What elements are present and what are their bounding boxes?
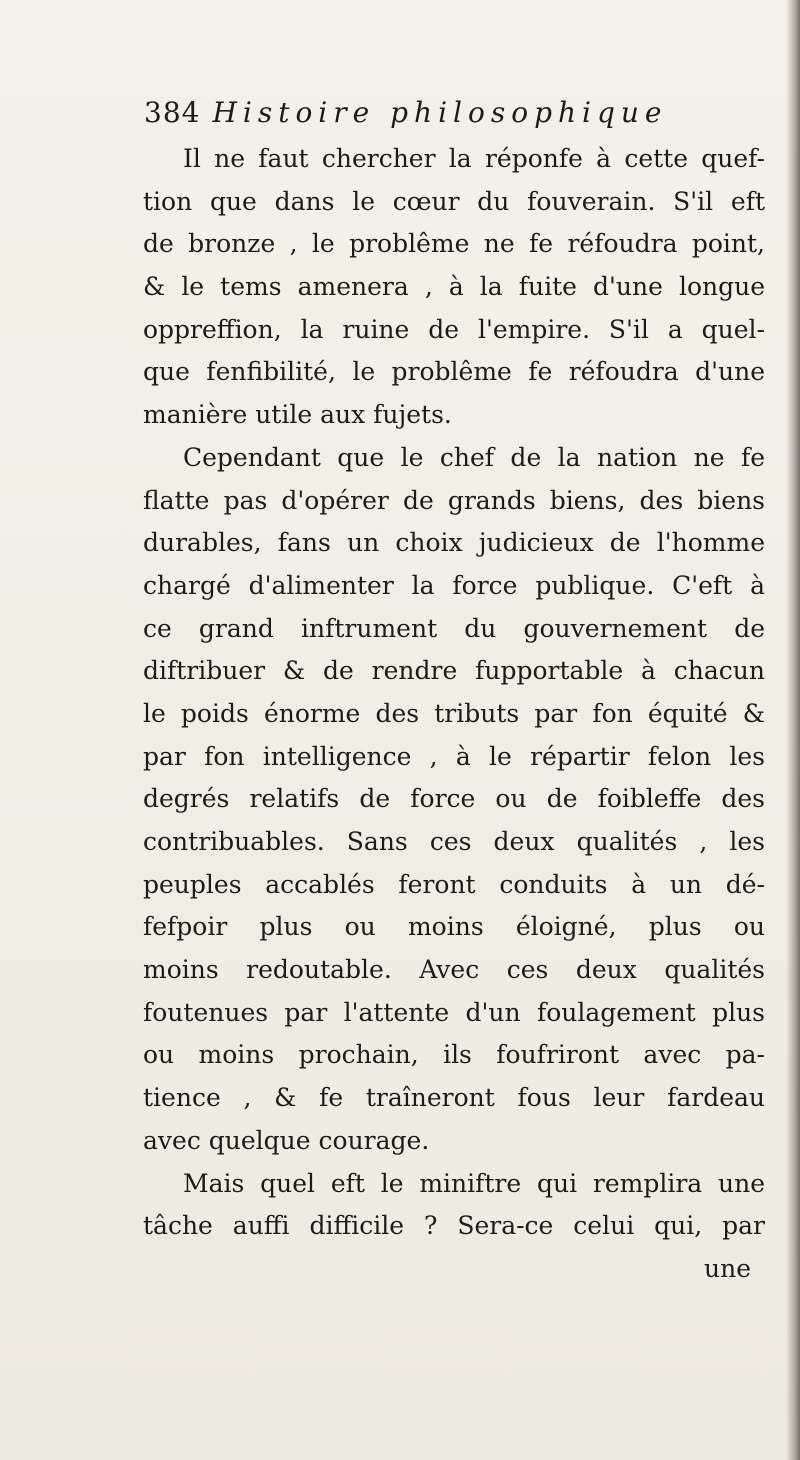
catchword: une — [704, 1253, 751, 1283]
text-line: & le tems amenera , à la fuite d'une longue — [143, 272, 765, 302]
text-line: contribuables. Sans ces deux qualités , les — [143, 827, 765, 856]
text-line: Cependant que le chef de la nation ne fe — [183, 442, 765, 472]
text-line: oppreffion, la ruine de l'empire. S'il a quel- — [143, 314, 765, 344]
text-line: Il ne faut chercher la réponfe à cette quef- — [183, 144, 765, 173]
text-line: peuples accablés feront conduits à un dé- — [143, 869, 765, 899]
text-line: de bronze , le problême ne fe réfoudra point, — [143, 229, 765, 259]
text-line: moins redoutable. Avec ces deux qualités — [143, 955, 765, 985]
text-line: avec quelque courage. — [143, 1125, 430, 1155]
running-title: Histoire philosophique — [212, 96, 668, 129]
text-line: degrés relatifs de force ou de foibleffe des — [143, 784, 765, 814]
text-line: foutenues par l'attente d'un foulagement plus — [143, 997, 765, 1027]
text-line: ce grand inftrument du gouvernement de — [143, 613, 765, 643]
body-text — [143, 138, 765, 1291]
text-line: diftribuer & de rendre fupportable à chacun — [143, 656, 765, 686]
text-line: Mais quel eft le miniftre qui remplira une — [183, 1168, 765, 1198]
text-line: tience , & fe traîneront fous leur fardeau — [143, 1083, 765, 1113]
page-number: 384 — [144, 96, 201, 129]
text-line: manière utile aux fujets. — [143, 400, 452, 430]
text-line: fefpoir plus ou moins éloigné, plus ou — [143, 912, 765, 942]
text-line: par fon intelligence , à le répartir felon les — [143, 741, 765, 771]
page-header — [144, 96, 744, 136]
text-line: le poids énorme des tributs par fon équité & — [143, 698, 765, 728]
text-line: que fenfibilité, le problême fe réfoudra d'une — [143, 357, 765, 387]
text-line: durables, fans un choix judicieux de l'homme — [143, 528, 765, 558]
text-line: ou moins prochain, ils foufriront avec pa- — [143, 1040, 765, 1070]
text-line: flatte pas d'opérer de grands biens, des biens — [143, 485, 765, 515]
text-line: tâche auffi difficile ? Sera-ce celui qui, par — [143, 1211, 765, 1241]
text-line: chargé d'alimenter la force publique. C'eft à — [143, 570, 765, 600]
text-line: tion que dans le cœur du fouverain. S'il eft — [143, 186, 765, 216]
page-edge-shadow — [786, 0, 800, 1460]
